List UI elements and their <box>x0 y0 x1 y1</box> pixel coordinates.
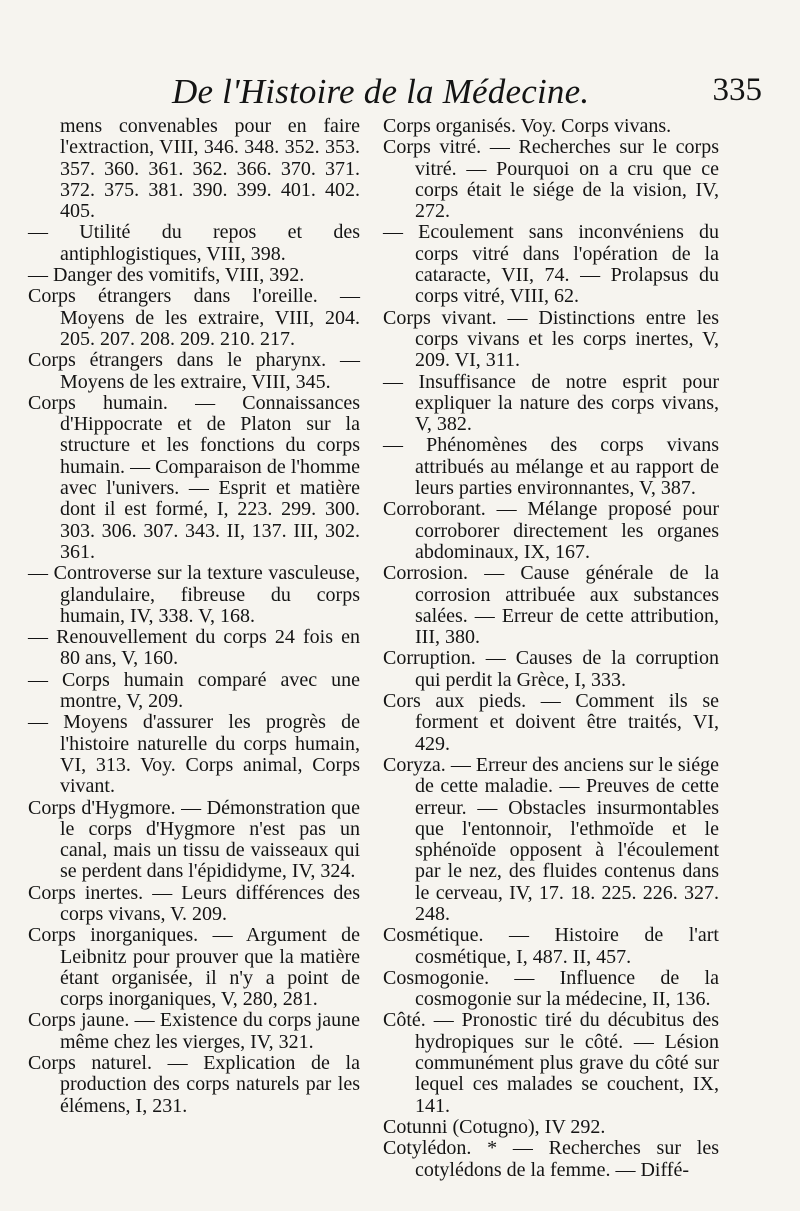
index-entry: Corrosion. — Cause générale de la corrosion attribuée aux substances salées. — Erreur de cette attribution, III, 380. <box>383 562 719 649</box>
index-entry: Cotunni (Cotugno), IV 292. <box>383 1115 606 1138</box>
index-entry: Corps inorganiques. — Argument de Leibnitz pour prouver que la matière étant organisée, il n'y a point de corps inorganiques, V, 280, 281. <box>28 924 360 1011</box>
index-entry: — Controverse sur la texture vasculeuse, glandulaire, fibreuse du corps humain, IV, 338. V, 168. <box>28 562 360 627</box>
index-entry: — Phénomènes des corps vivans attribués au mélange et au rapport de leurs parties environnantes, V, 387. <box>383 434 719 500</box>
index-entry: Corps d'Hygmore. — Démonstration que le corps d'Hygmore n'est pas un canal, mais un tissu de vaisseaux qui se perdent dans l'épididyme, IV, 324. <box>28 796 360 883</box>
index-entry: Corps étrangers dans l'oreille. — Moyens de les extraire, VIII, 204. 205. 207. 208. 209. 210. 217. <box>28 285 360 350</box>
index-entry: Cors aux pieds. — Comment ils se forment et doivent être traités, VI, 429. <box>383 690 719 755</box>
index-entry: Coryza. — Erreur des anciens sur le siége de cette maladie. — Preuves de cette erreur. — Obstacles insurmontables que l'entonnoir, l'ethmoïde et le sphénoïde opposent à l'écoulement par le nez, des fluides contenus dans le cerveau, IV, 17. 18. 225. 226. 327. 248. <box>383 753 719 925</box>
page-number: 335 <box>712 72 762 108</box>
index-column-left <box>28 116 360 1117</box>
index-entry: Corps organisés. Voy. Corps vivans. <box>383 115 672 137</box>
index-entry: Côté. — Pronostic tiré du décubitus des hydropiques sur le côté. — Lésion communément plus grave du côté sur lequel ces malades se couchent, IX, 141. <box>383 1009 719 1117</box>
running-title: De l'Histoire de la Médecine. <box>172 72 590 111</box>
index-entry: Corroborant. — Mélange proposé pour corroborer directement les organes abdominaux, IX, 167. <box>383 498 719 563</box>
index-entry: Corps étrangers dans le pharynx. — Moyens de les extraire, VIII, 345. <box>28 349 360 393</box>
index-entry: — Utilité du repos et des antiphlogistiques, VIII, 398. <box>28 221 360 265</box>
index-column-right <box>383 116 719 1181</box>
running-header <box>40 72 762 116</box>
index-entry: — Renouvellement du corps 24 fois en 80 ans, V, 160. <box>28 626 360 670</box>
index-entry: Corps inertes. — Leurs différences des corps vivans, V. 209. <box>28 881 360 925</box>
index-entry: — Ecoulement sans inconvéniens du corps vitré dans l'opération de la cataracte, VII, 74. — Prolapsus du corps vitré, VIII, 62. <box>383 221 719 308</box>
index-entry: Corruption. — Causes de la corruption qui perdit la Grèce, I, 333. <box>383 647 719 691</box>
index-entry: Cosmogonie. — Influence de la cosmogonie sur la médecine, II, 136. <box>383 966 719 1011</box>
index-entry: — Moyens d'assurer les progrès de l'histoire naturelle du corps humain, VI, 313. Voy. Corps animal, Corps vivant. <box>28 711 360 798</box>
index-entry: Corps vitré. — Recherches sur le corps vitré. — Pourquoi on a cru que ce corps était le siége de la vision, IV, 272. <box>383 136 719 223</box>
index-entry: — Danger des vomitifs, VIII, 392. <box>28 264 305 287</box>
index-entry: Corps vivant. — Distinctions entre les corps vivans et les corps inertes, V, 209. VI, 311. <box>383 306 719 372</box>
index-entry: — Insuffisance de notre esprit pour expliquer la nature des corps vivans, V, 382. <box>383 370 719 436</box>
index-entry: Cotylédon. * — Recherches sur les cotylédons de la femme. — Diffé- <box>383 1137 719 1181</box>
index-entry: mens convenables pour en faire l'extraction, VIII, 346. 348. 352. 353. 357. 360. 361. 362. 366. 370. 371. 372. 375. 381. 390. 399. 401. 402. 405. <box>60 115 360 223</box>
index-entry: Corps naturel. — Explication de la production des corps naturels par les élémens, I, 231. <box>28 1052 360 1117</box>
index-entry: Corps humain. — Connaissances d'Hippocrate et de Platon sur la structure et les fonctions du corps humain. — Comparaison de l'homme avec l'univers. — Esprit et matière dont il est formé, I, 223. 299. 300. 303. 306. 307. 343. II, 137. III, 302. 361. <box>28 391 360 563</box>
index-entry: — Corps humain comparé avec une montre, V, 209. <box>28 668 360 713</box>
index-entry: Corps jaune. — Existence du corps jaune même chez les vierges, IV, 321. <box>28 1009 360 1053</box>
index-entry: Cosmétique. — Histoire de l'art cosmétique, I, 487. II, 457. <box>383 924 719 968</box>
